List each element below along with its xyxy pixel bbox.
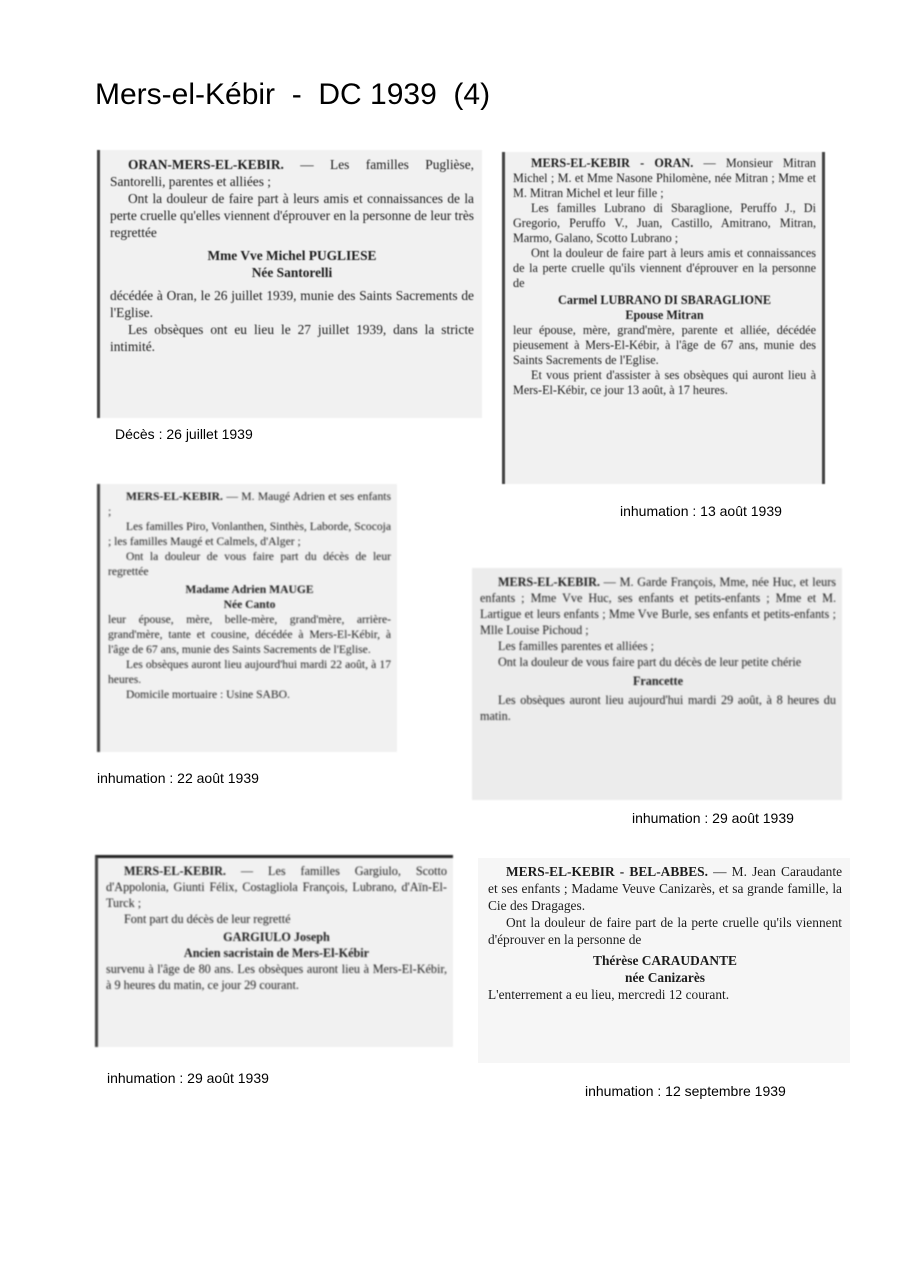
notice-name-maiden: née Canizarès bbox=[625, 970, 705, 985]
caption-notice-3: inhumation : 22 août 1939 bbox=[97, 770, 259, 786]
caption-notice-2: inhumation : 13 août 1939 bbox=[620, 503, 782, 519]
notice-name-maiden: Née Canto bbox=[223, 598, 276, 611]
notice-mauge bbox=[97, 484, 397, 752]
page-title: Mers-el-Kébir - DC 1939 (4) bbox=[95, 78, 491, 111]
notice-text: Les obsèques auront lieu aujourd'hui mardi 29 août, à 8 heures du matin. bbox=[480, 693, 836, 723]
notice-text: Ont la douleur de faire part de la perte cruelle qu'ils viennent d'éprouver en la personne de bbox=[488, 915, 842, 947]
notice-caraudante bbox=[478, 858, 850, 1063]
notice-text: Les familles Lubrano di Sbaraglione, Peruffo J., Di Gregorio, Peruffo V., Juan, Castillo, Amitrano, Mitran, Marmo, Galano, Scotto Lubrano ; bbox=[513, 201, 816, 245]
notice-gargiulo bbox=[95, 855, 453, 1047]
notice-text: MERS-EL-KEBIR. — M. Maugé Adrien et ses enfants ; bbox=[108, 490, 391, 518]
notice-name: Carmel LUBRANO DI SBARAGLIONE bbox=[558, 293, 771, 307]
notice-name-maiden: Epouse Mitran bbox=[625, 308, 704, 322]
notice-text: Ont la douleur de faire part à leurs amis et connaissances de la perte cruelle qu'ils viennent d'éprouver en la personne de bbox=[513, 246, 816, 290]
notice-lubrano bbox=[502, 152, 825, 484]
notice-heading: MERS-EL-KEBIR. bbox=[126, 490, 223, 503]
notice-name-maiden: Née Santorelli bbox=[251, 265, 333, 280]
notice-text: Les obsèques auront lieu aujourd'hui mardi 22 août, à 17 heures. bbox=[108, 658, 391, 686]
notice-heading: MERS-EL-KEBIR. bbox=[498, 575, 600, 589]
caption-notice-4: inhumation : 29 août 1939 bbox=[632, 810, 794, 826]
notice-name: Francette bbox=[632, 674, 684, 688]
notice-text: Domicile mortuaire : Usine SABO. bbox=[126, 688, 290, 701]
notice-text: L'enterrement a eu lieu, mercredi 12 courant. bbox=[488, 987, 730, 1002]
caption-notice-5: inhumation : 29 août 1939 bbox=[107, 1070, 269, 1086]
notice-name: Thérèse CARAUDANTE bbox=[593, 953, 737, 968]
notice-name: Madame Adrien MAUGE bbox=[185, 583, 314, 596]
notice-text: Ont la douleur de vous faire part du décès de leur petite chérie bbox=[498, 655, 802, 669]
notice-heading: ORAN-MERS-EL-KEBIR. bbox=[128, 157, 284, 172]
notice-name: Mme Vve Michel PUGLIESE bbox=[207, 248, 377, 263]
notice-text: Les familles parentes et alliées ; bbox=[498, 639, 655, 653]
notice-text: MERS-EL-KEBIR - BEL-ABBES. — M. Jean Caraudante et ses enfants ; Madame Veuve Canizarès, et sa grande famille, la Cie des Dragages. bbox=[488, 864, 843, 913]
notice-text: Ont la douleur de faire part à leurs amis et connaissances de la perte cruelle qu'elles viennent d'éprouver en la personne de leur très regrettée bbox=[110, 191, 474, 240]
caption-notice-1: Décès : 26 juillet 1939 bbox=[115, 426, 253, 442]
notice-text: décédée à Oran, le 26 juillet 1939, munie des Saints Sacrements de l'Eglise. bbox=[110, 288, 474, 320]
notice-garde bbox=[472, 568, 842, 800]
notice-text: Les obsèques ont eu lieu le 27 juillet 1939, dans la stricte intimité. bbox=[110, 322, 474, 354]
notice-text: survenu à l'âge de 80 ans. Les obsèques auront lieu à Mers-El-Kébir, à 9 heures du matin, ce jour 29 courant. bbox=[106, 962, 447, 992]
notice-heading: MERS-EL-KEBIR - ORAN. bbox=[531, 156, 694, 170]
notice-text: leur épouse, mère, belle-mère, grand'mère, arrière-grand'mère, tante et cousine, décédée à Mers-El-Kébir, à l'âge de 67 ans, munie des Saints Sacrements de l'Eglise. bbox=[108, 613, 391, 656]
notice-text: Font part du décès de leur regretté bbox=[124, 912, 291, 926]
notice-text: Ont la douleur de vous faire part du décès de leur regrettée bbox=[108, 550, 391, 578]
caption-notice-6: inhumation : 12 septembre 1939 bbox=[585, 1083, 786, 1099]
notice-text: Et vous prient d'assister à ses obsèques qui auront lieu à Mers-El-Kébir, ce jour 13 août, à 17 heures. bbox=[513, 368, 816, 397]
notice-text: leur épouse, mère, grand'mère, parente et alliée, décédée pieusement à Mers-El-Kébir, à l'âge de 67 ans, munie des Saints Sacrements de l'Eglise. bbox=[513, 323, 816, 367]
notice-name-maiden: Ancien sacristain de Mers-El-Kébir bbox=[183, 946, 370, 960]
notice-text: ORAN-MERS-EL-KEBIR. — Les familles Puglièse, Santorelli, parentes et alliées ; bbox=[110, 157, 474, 189]
notice-text: Les familles Piro, Vonlanthen, Sinthès, Laborde, Scocoja ; les familles Maugé et Calmels, d'Alger ; bbox=[108, 520, 391, 548]
notice-text: MERS-EL-KEBIR. — M. Garde François, Mme, née Huc, et leurs enfants ; Mme Vve Huc, ses enfants et petits-enfants ; Mme et M. Lartigue et leurs enfants ; Mme Vve Burle, ses enfants et petits-enfants ; Mlle Louise Pichoud ; bbox=[480, 575, 837, 637]
notice-pugliese bbox=[97, 150, 482, 418]
notice-name: GARGIULO Joseph bbox=[223, 930, 330, 944]
notice-text: MERS-EL-KEBIR. — Les familles Gargiulo, Scotto d'Appolonia, Giunti Félix, Costagliola François, Lubrano, d'Aïn-El-Turck ; bbox=[106, 864, 448, 910]
notice-heading: MERS-EL-KEBIR. bbox=[124, 864, 226, 878]
notice-text: MERS-EL-KEBIR - ORAN. — Monsieur Mitran Michel ; M. et Mme Nasone Philomène, née Mitran ; Mme et M. Mitran Michel et leur fille ; bbox=[513, 156, 817, 200]
notice-heading: MERS-EL-KEBIR - BEL-ABBES. bbox=[506, 864, 708, 879]
